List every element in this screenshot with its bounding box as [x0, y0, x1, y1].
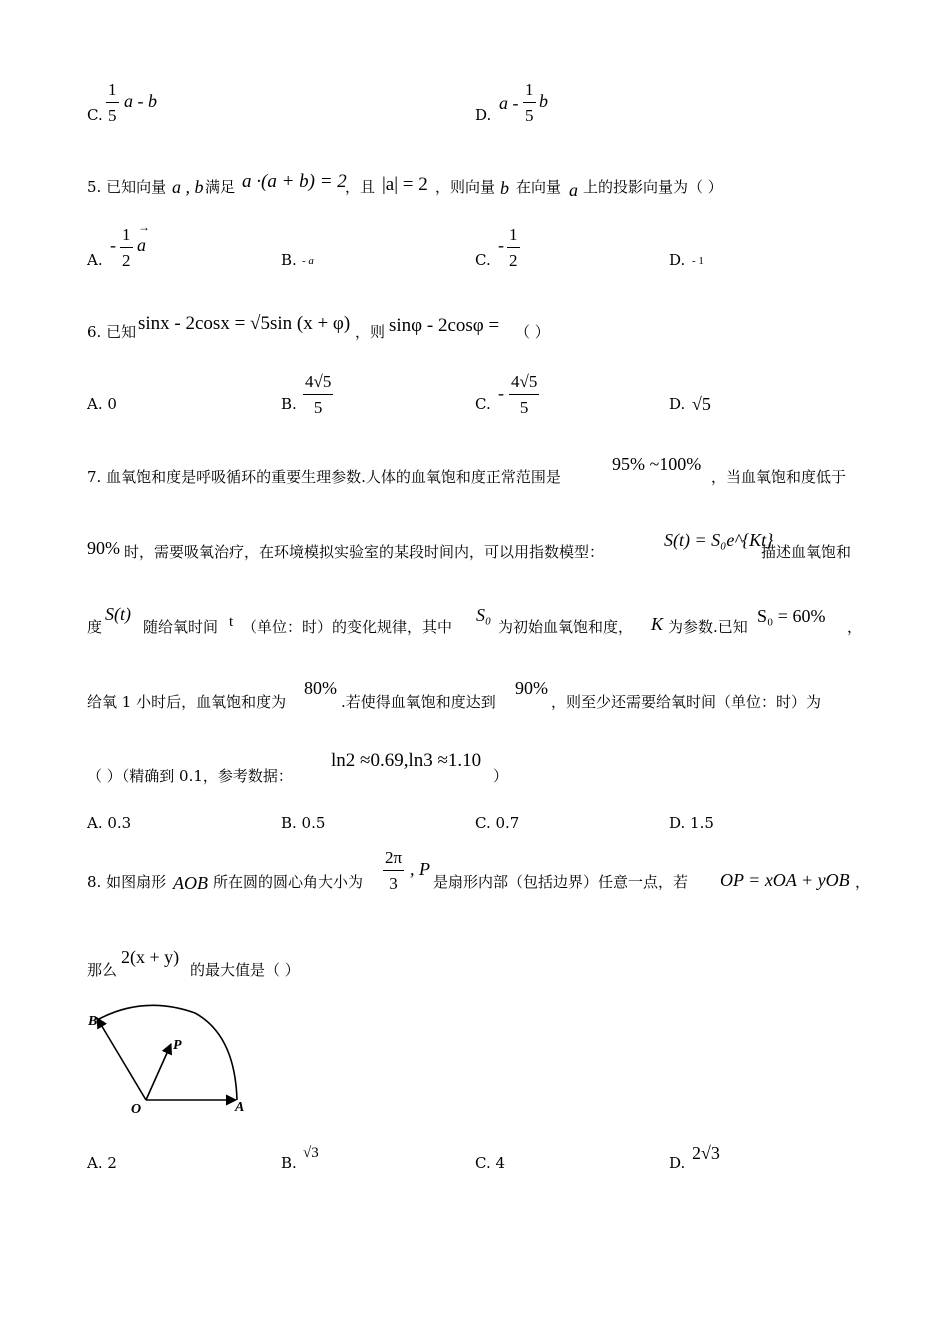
q7-option-a: A. 0.3	[87, 814, 132, 832]
label-a: A	[235, 1100, 245, 1115]
q8-sector-name: AOB	[173, 873, 208, 893]
q8-stem-d: ，	[855, 873, 871, 891]
q7-line3-s0-value: S₀ = 60%	[757, 606, 826, 626]
q7-line5-text-a: （ ）（精确到 0.1，参考数据：	[87, 767, 293, 785]
q7-line5-ref-data: ln2 ≈0.69,ln3 ≈1.10	[331, 750, 482, 771]
q5-c-numerator: 1	[507, 225, 520, 248]
q5-option-a-fraction	[120, 225, 133, 271]
q4-d-numerator: 1	[523, 80, 536, 103]
q8-option-a: A. 2	[87, 1154, 117, 1172]
q7-line3-t: t	[229, 614, 234, 630]
vector-op	[146, 1044, 171, 1100]
q5-option-c-label: C.	[475, 251, 491, 269]
q5-option-a-sign: -	[110, 235, 116, 255]
q7-line3-text-b: 随给氧时间	[143, 618, 219, 636]
q7-line4-text-b: .若使得血氧饱和度达到	[341, 693, 496, 711]
q7-line3-text-a: 度	[87, 618, 103, 636]
vector-ob	[97, 1018, 146, 1100]
q8-stem-c: 是扇形内部（包括边界）任意一点，若	[433, 873, 689, 891]
q7-line3-text-c: （单位：时）的变化规律，其中	[242, 618, 453, 636]
q7-line4-text-a: 给氧 1 小时后，血氧饱和度为	[87, 693, 287, 711]
q4-option-c-label: C.	[87, 106, 103, 124]
q8-option-b-label: B.	[281, 1154, 297, 1172]
q4-option-d-label: D.	[475, 106, 492, 124]
q7-line2-model: S(t) = S₀e^{Kt}	[664, 530, 774, 550]
q5-vector-b: b	[500, 178, 509, 198]
label-p: P	[173, 1038, 182, 1053]
q5-option-c-fraction	[507, 225, 520, 271]
q6-option-c-sign: -	[498, 383, 504, 403]
label-b: B	[88, 1014, 98, 1029]
q8-stem-a: 8. 如图扇形	[87, 873, 167, 891]
q6-option-b-label: B.	[281, 395, 297, 413]
q6-option-c-fraction	[509, 372, 539, 418]
q4-option-c-tail: a - b	[124, 91, 157, 111]
q6-formula-identity: sinx - 2cosx = √5sin (x + φ)	[138, 313, 351, 334]
q5-stem-d: ，则向量	[435, 178, 496, 196]
q7-line1-text-b: ，当血氧饱和度低于	[711, 468, 847, 486]
q5-vectors-ab: a , b	[172, 177, 204, 197]
q8-line2-expression: 2(x + y)	[121, 947, 180, 967]
q7-line3-s0: S₀	[476, 605, 492, 625]
q8-angle-denominator: 3	[389, 874, 398, 893]
q6-option-a: A. 0	[87, 395, 117, 413]
q7-line3-text-f: ，	[847, 618, 863, 636]
q7-line2-text-b: 描述血氧饱和	[761, 543, 852, 561]
q6-option-d-label: D.	[669, 395, 686, 413]
q4-d-denominator: 5	[525, 106, 534, 125]
q5-a-denominator: 2	[122, 251, 131, 270]
q8-line2-text-a: 那么	[87, 961, 118, 979]
q8-option-d-math: 2√3	[692, 1143, 720, 1163]
q7-line4-eighty: 80%	[304, 678, 337, 698]
q4-option-d-tail: b	[539, 91, 548, 111]
vector-arrow-icon: →	[138, 220, 150, 234]
label-o: O	[131, 1102, 142, 1117]
q7-line1-range: 95% ~100%	[612, 454, 702, 474]
q7-line2-text-a: 时，需要吸氧治疗，在环境模拟实验室的某段时间内，可以用指数模型：	[124, 543, 605, 561]
q5-stem-a: 5. 已知向量	[87, 178, 167, 196]
q8-stem-b: 所在圆的圆心角大小为	[213, 873, 364, 891]
q7-line2-threshold: 90%	[87, 538, 120, 558]
q5-vector-a: a	[569, 180, 578, 200]
q6-stem-c: （ ）	[515, 323, 550, 341]
q7-line3-text-d: 为初始血氧饱和度，	[498, 618, 634, 636]
q8-point-p: , P	[410, 859, 430, 879]
q7-line3-k: K	[651, 614, 664, 634]
q7-line4-text-c: ，则至少还需要给氧时间（单位：时）为	[551, 693, 822, 711]
q5-stem-b: 满足	[205, 178, 236, 196]
q5-stem-e: 在向量	[516, 178, 562, 196]
sector-figure	[85, 1000, 255, 1120]
q5-option-d-math: - 1	[692, 255, 704, 267]
q7-option-b: B. 0.5	[281, 814, 326, 832]
q5-stem-f: 上的投影向量为（ ）	[583, 178, 723, 196]
q5-formula-norm: |a| = 2	[382, 174, 428, 195]
q8-option-c: C. 4	[475, 1154, 506, 1172]
q4-option-d-fraction	[523, 80, 536, 126]
q8-line2-text-b: 的最大值是（ ）	[190, 961, 300, 979]
q7-option-c: C. 0.7	[475, 814, 520, 832]
q6-stem-b: ，则	[355, 323, 386, 341]
q5-option-d-label: D.	[669, 251, 686, 269]
q5-option-b-math: - a	[302, 255, 314, 267]
q6-formula-target: sinφ - 2cosφ =	[389, 315, 500, 336]
q8-option-b-math: √3	[303, 1145, 319, 1161]
q5-stem-c: ，且	[345, 178, 376, 196]
q5-option-b-label: B.	[281, 251, 297, 269]
q6-stem-a: 6. 已知	[87, 323, 137, 341]
q7-line3-s-of-t: S(t)	[105, 604, 131, 624]
q5-formula-dot: a ·(a + b) = 2	[242, 171, 347, 192]
q5-option-c-sign: -	[498, 235, 504, 255]
q7-line1-text-a: 7. 血氧饱和度是呼吸循环的重要生理参数.人体的血氧饱和度正常范围是	[87, 468, 561, 486]
q4-option-c-fraction	[106, 80, 119, 126]
q7-line4-ninety: 90%	[515, 678, 548, 698]
q8-angle-fraction	[383, 848, 404, 894]
q5-option-a-label: A.	[87, 251, 103, 269]
q5-a-numerator: 1	[120, 225, 133, 248]
q8-angle-numerator: 2π	[383, 848, 404, 871]
q4-c-numerator: 1	[106, 80, 119, 103]
q4-c-denominator: 5	[108, 106, 117, 125]
q6-b-numerator: 4√5	[303, 372, 333, 395]
q6-option-c-label: C.	[475, 395, 491, 413]
q7-line3-text-e: 为参数.已知	[668, 618, 748, 636]
q7-line5-text-b: ）	[493, 767, 509, 785]
q6-b-denominator: 5	[313, 398, 323, 417]
q8-option-d-label: D.	[669, 1154, 686, 1172]
q6-option-d-math: √5	[692, 394, 711, 414]
q6-c-numerator: 4√5	[509, 372, 539, 395]
q7-option-d: D. 1.5	[669, 814, 714, 832]
q4-option-d-head: a -	[499, 93, 519, 113]
q5-option-a-vector: a	[137, 235, 146, 255]
q8-vector-equation: OP = xOA + yOB	[720, 870, 850, 890]
q5-c-denominator: 2	[509, 251, 518, 270]
q6-option-b-fraction	[303, 372, 333, 418]
q6-c-denominator: 5	[519, 398, 529, 417]
